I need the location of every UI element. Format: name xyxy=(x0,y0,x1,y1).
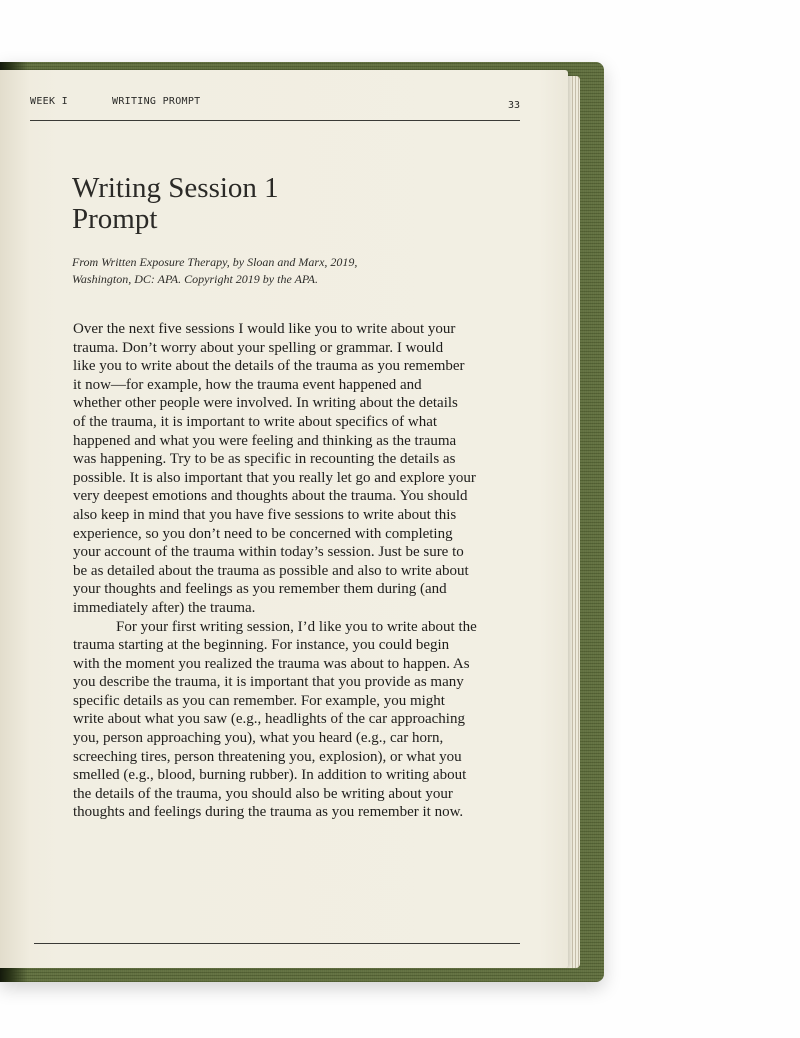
page-title xyxy=(72,173,502,235)
body-line: For your first writing session, I’d like you to write about the xyxy=(116,618,477,635)
body-line: thoughts and feelings during the trauma as you remember it now. xyxy=(73,804,464,821)
body-line: your account of the trauma within today’s session. Just be sure to xyxy=(73,544,464,561)
book-page xyxy=(0,70,568,968)
week-label: WEEK I xyxy=(30,96,68,107)
body-line: you describe the trauma, it is important that you provide as many xyxy=(73,674,464,691)
body-line: of the trauma, it is important to write about specifics of what xyxy=(73,413,438,430)
body-line: also keep in mind that you have five sessions to write about this xyxy=(73,506,457,523)
body-line: with the moment you realized the trauma was about to happen. As xyxy=(73,655,470,672)
header-rule xyxy=(30,120,520,121)
source-line-2: Washington, DC: APA. Copyright 2019 by the APA. xyxy=(72,272,319,286)
source-citation xyxy=(72,254,512,288)
body-line: was happening. Try to be as specific in recounting the details as xyxy=(73,451,456,468)
section-label: WRITING PROMPT xyxy=(112,96,201,107)
footer-rule xyxy=(34,943,520,944)
source-line-1: From Written Exposure Therapy, by Sloan and Marx, 2019, xyxy=(72,255,358,269)
body-line: Over the next five sessions I would like you to write about your xyxy=(73,321,456,337)
body-line: screeching tires, person threatening you, explosion), or what you xyxy=(73,748,462,765)
body-line: your thoughts and feelings as you remember them during (and xyxy=(73,581,447,598)
body-line: experience, so you don’t need to be concerned with completing xyxy=(73,525,453,542)
body-line: whether other people were involved. In writing about the details xyxy=(73,395,458,412)
body-line: smelled (e.g., blood, burning rubber). In addition to writing about xyxy=(73,767,467,784)
body-line: the details of the trauma, you should also be writing about your xyxy=(73,785,453,802)
running-head xyxy=(30,96,201,107)
page-number: 33 xyxy=(508,100,521,111)
body-line: specific details as you can remember. For example, you might xyxy=(73,692,445,709)
body-line: very deepest emotions and thoughts about the trauma. You should xyxy=(73,488,468,505)
body-line: trauma starting at the beginning. For instance, you could begin xyxy=(73,637,450,654)
body-line: like you to write about the details of the trauma as you remember xyxy=(73,358,465,375)
body-line: happened and what you were feeling and thinking as the trauma xyxy=(73,432,457,449)
body-line: you, person approaching you), what you heard (e.g., car horn, xyxy=(73,730,444,747)
body-line: possible. It is also important that you really let go and explore your xyxy=(73,469,476,486)
title-line-2: Prompt xyxy=(72,203,158,235)
body-line: it now—for example, how the trauma event happened and xyxy=(73,376,422,393)
body-line: immediately after) the trauma. xyxy=(73,599,256,616)
body-line: be as detailed about the trauma as possible and also to write about xyxy=(73,562,469,579)
body-line: write about what you saw (e.g., headlights of the car approaching xyxy=(73,711,465,728)
title-line-1: Writing Session 1 xyxy=(72,172,279,204)
body-text xyxy=(73,320,493,822)
body-line: trauma. Don’t worry about your spelling or grammar. I would xyxy=(73,339,444,356)
